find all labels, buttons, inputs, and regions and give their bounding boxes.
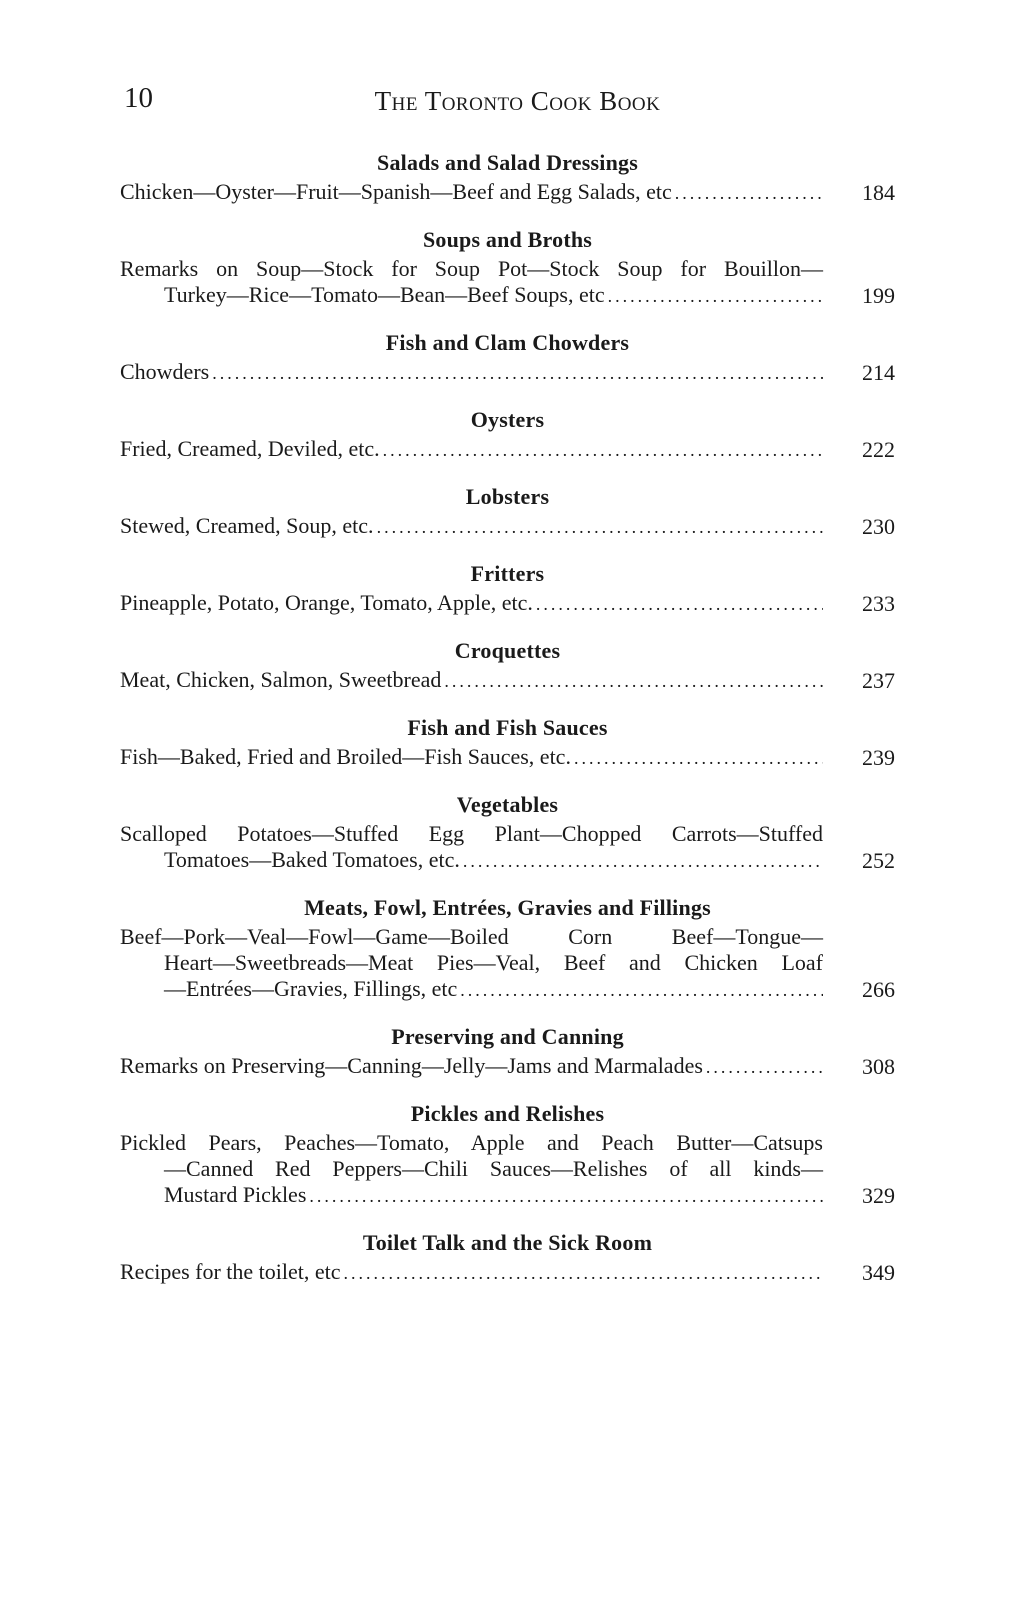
- page-reference: 239: [862, 745, 895, 770]
- toc-entry: [120, 436, 895, 463]
- toc-section: [120, 792, 895, 874]
- entry-description-line: Pineapple, Potato, Orange, Tomato, Apple, etc.: [120, 590, 533, 615]
- toc-section: [120, 484, 895, 540]
- toc-entry: [120, 256, 895, 309]
- page-reference: 199: [862, 283, 895, 308]
- dot-leader: [706, 1054, 823, 1080]
- toc-section: [120, 1024, 895, 1080]
- section-title: Lobsters: [465, 484, 550, 509]
- section-title: Fish and Fish Sauces: [407, 715, 608, 740]
- entry-description-line: —Canned Red Peppers—Chili Sauces—Relishes of all kinds—: [164, 1156, 823, 1181]
- dot-leader: [383, 437, 823, 463]
- entry-description-line: Turkey—Rice—Tomato—Bean—Beef Soups, etc: [164, 282, 605, 307]
- page-reference: 329: [862, 1183, 895, 1208]
- page-number: 10: [124, 82, 153, 114]
- section-title: Toilet Talk and the Sick Room: [362, 1230, 653, 1255]
- dot-leader: [460, 977, 823, 1003]
- entry-description-line: Chowders: [120, 359, 210, 384]
- entry-description-line: Stewed, Creamed, Soup, etc.: [120, 513, 374, 538]
- dot-leader: [536, 591, 823, 617]
- page-reference: 233: [862, 591, 895, 616]
- entry-description-line: Mustard Pickles: [164, 1182, 307, 1207]
- dot-leader: [608, 283, 823, 309]
- entry-description-line: Fish—Baked, Fried and Broiled—Fish Sauces, etc.: [120, 744, 571, 769]
- page-reference: 230: [862, 514, 895, 539]
- section-title: Vegetables: [456, 792, 559, 817]
- toc-section: [120, 715, 895, 771]
- entry-description-line: Fried, Creamed, Deviled, etc.: [120, 436, 380, 461]
- entry-description-line: Recipes for the toilet, etc: [120, 1259, 341, 1284]
- entry-description-line: Scalloped Potatoes—Stuffed Egg Plant—Chopped Carrots—Stuffed: [120, 821, 823, 846]
- entry-description-line: Beef—Pork—Veal—Fowl—Game—Boiled Corn Beef—Tongue—: [120, 924, 823, 949]
- page-reference: 214: [862, 360, 895, 385]
- toc-entry: [120, 667, 895, 694]
- toc-entry: [120, 1053, 895, 1080]
- toc-entry: [120, 359, 895, 386]
- toc-entry: [120, 590, 895, 617]
- page-reference: 349: [862, 1260, 895, 1285]
- section-title: Croquettes: [454, 638, 561, 663]
- dot-leader: [463, 848, 823, 874]
- entry-description-line: Heart—Sweetbreads—Meat Pies—Veal, Beef and Chicken Loaf: [164, 950, 823, 975]
- toc-section: [120, 407, 895, 463]
- toc-section: [120, 1101, 895, 1209]
- dot-leader: [309, 1183, 823, 1209]
- entry-description-line: Remarks on Soup—Stock for Soup Pot—Stock Soup for Bouillon—: [120, 256, 823, 281]
- entry-description-line: Remarks on Preserving—Canning—Jelly—Jams and Marmalades: [120, 1053, 703, 1078]
- toc-entry: [120, 924, 895, 1003]
- toc-section: [120, 1230, 895, 1286]
- section-title: Fish and Clam Chowders: [385, 330, 630, 355]
- dot-leader: [574, 745, 823, 771]
- section-title: Salads and Salad Dressings: [377, 150, 638, 175]
- entry-description-line: —Entrées—Gravies, Fillings, etc: [164, 976, 458, 1001]
- toc-entry: [120, 1130, 895, 1209]
- entry-description-line: Pickled Pears, Peaches—Tomato, Apple and Peach Butter—Catsups: [120, 1130, 823, 1155]
- toc-section: [120, 638, 895, 694]
- page-reference: 252: [862, 848, 895, 873]
- page-reference: 308: [862, 1054, 895, 1079]
- toc-section: [120, 561, 895, 617]
- dot-leader: [344, 1260, 823, 1286]
- section-title: Oysters: [470, 407, 545, 432]
- toc-entry: [120, 821, 895, 874]
- toc-section: [120, 895, 895, 1003]
- section-title: Pickles and Relishes: [410, 1101, 605, 1126]
- toc-section: [120, 227, 895, 309]
- toc-entry: [120, 179, 895, 206]
- dot-leader: [212, 360, 823, 386]
- dot-leader: [444, 668, 823, 694]
- section-title: Fritters: [470, 561, 545, 586]
- dot-leader: [377, 514, 823, 540]
- toc-section: [120, 150, 895, 206]
- page-reference: 237: [862, 668, 895, 693]
- page-reference: 266: [862, 977, 895, 1002]
- section-title: Preserving and Canning: [391, 1024, 624, 1049]
- entry-description-line: Tomatoes—Baked Tomatoes, etc.: [164, 847, 460, 872]
- toc-section: [120, 330, 895, 386]
- toc-entry: [120, 513, 895, 540]
- toc-entry: [120, 1259, 895, 1286]
- table-of-contents: [120, 150, 895, 1307]
- entry-description-line: Meat, Chicken, Salmon, Sweetbread: [120, 667, 442, 692]
- entry-description-line: Chicken—Oyster—Fruit—Spanish—Beef and Egg Salads, etc: [120, 179, 672, 204]
- running-title: The Toronto Cook Book: [374, 86, 661, 116]
- page-reference: 222: [862, 437, 895, 462]
- section-title: Meats, Fowl, Entrées, Gravies and Fillings: [304, 895, 711, 920]
- toc-entry: [120, 744, 895, 771]
- dot-leader: [675, 180, 823, 206]
- section-title: Soups and Broths: [422, 227, 593, 252]
- page-reference: 184: [862, 180, 895, 205]
